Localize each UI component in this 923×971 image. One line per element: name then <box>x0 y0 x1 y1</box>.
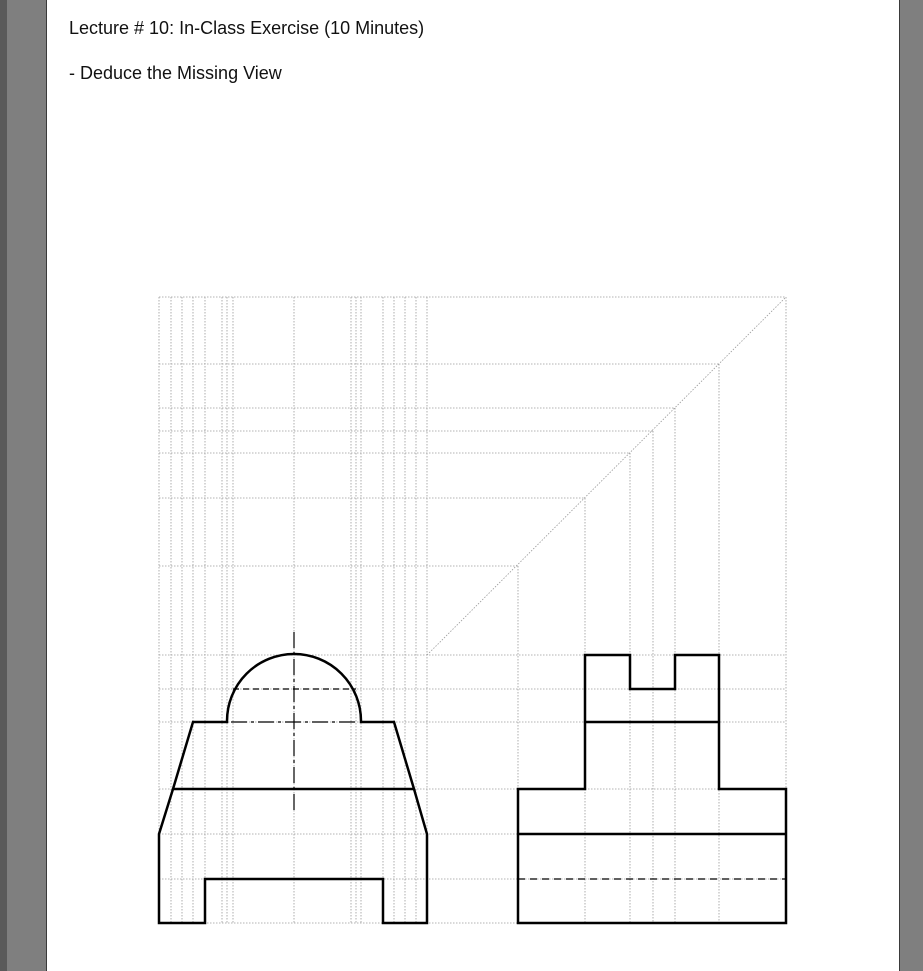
front-view <box>159 654 427 923</box>
orthographic-drawing <box>47 0 901 971</box>
miter-line <box>427 297 786 655</box>
construction-grid <box>159 297 786 923</box>
page-title: Lecture # 10: In-Class Exercise (10 Minutes) <box>69 18 425 38</box>
document-page[interactable] <box>46 0 900 971</box>
viewer-left-edge <box>0 0 7 971</box>
exercise-instruction: - Deduce the Missing View <box>69 63 282 83</box>
